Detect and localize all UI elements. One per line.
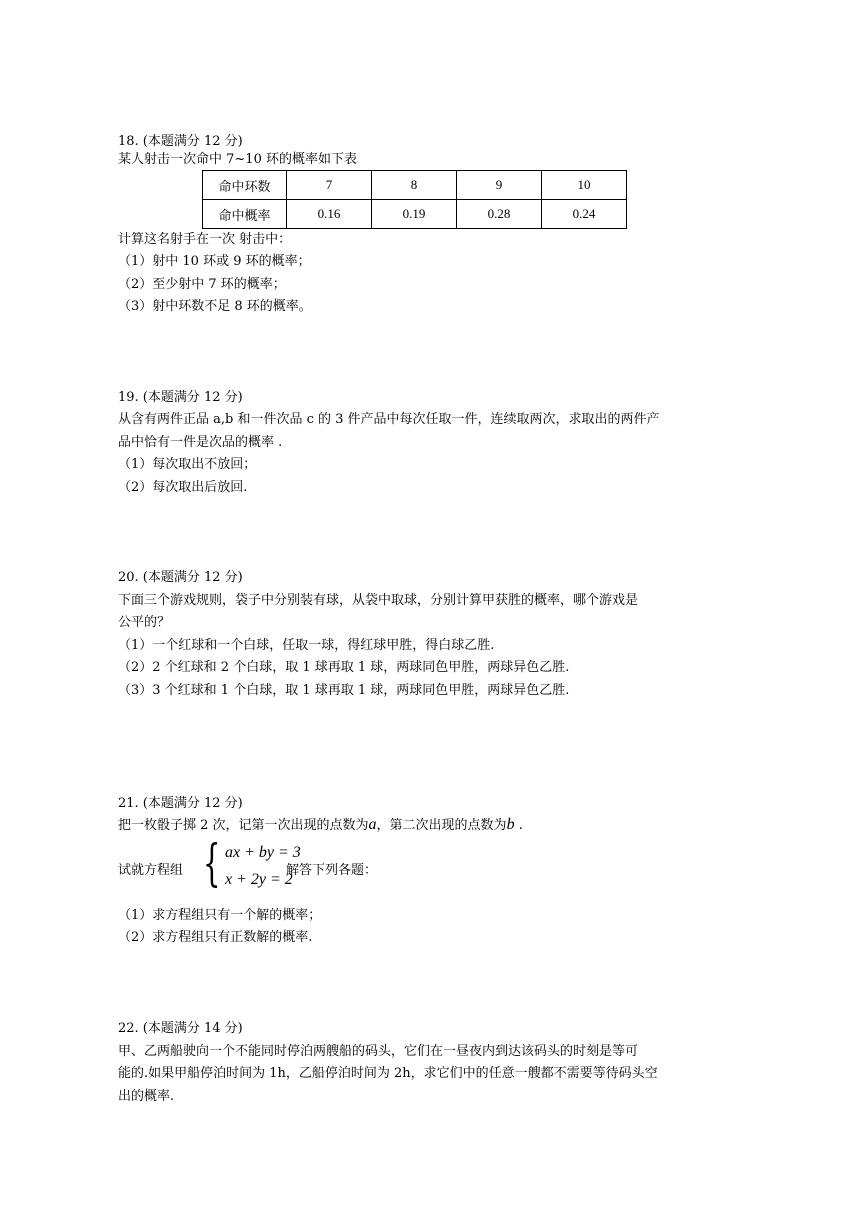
q18-prompt: 计算这名射手在一次 射击中： — [118, 232, 292, 247]
left-brace: { — [203, 834, 221, 892]
table-cell: 0.28 — [457, 200, 542, 229]
table-row — [203, 200, 627, 229]
var-b: b — [506, 816, 515, 833]
table-cell: 0.24 — [542, 200, 627, 229]
table-cell: 8 — [372, 171, 457, 200]
q18-header: 18. (本题满分 12 分) — [118, 134, 243, 149]
equation-2: x + 2y = 2 — [225, 871, 293, 888]
q20-header: 20. (本题满分 12 分) — [118, 570, 243, 585]
table-cell: 0.16 — [287, 200, 372, 229]
q21-header: 21. (本题满分 12 分) — [118, 796, 243, 811]
q18-intro: 某人射击一次命中 7~10 环的概率如下表 — [118, 152, 357, 167]
q21-item-1: （1）求方程组只有一个解的概率； — [118, 908, 322, 923]
equation-1: ax + by = 3 — [225, 844, 301, 861]
table-row — [203, 171, 627, 200]
var-a: a — [368, 816, 377, 833]
q22-text-1: 甲、乙两船驶向一个不能同时停泊两艘船的码头，它们在一昼夜内到达该码头的时刻是等可 — [118, 1044, 639, 1059]
table-cell: 0.19 — [372, 200, 457, 229]
table-cell: 9 — [457, 171, 542, 200]
q22-text-3: 出的概率. — [118, 1089, 175, 1104]
q21-text-end: . — [514, 818, 523, 833]
q22-header: 22. (本题满分 14 分) — [118, 1021, 243, 1036]
q20-item-2: （2）2 个红球和 2 个白球，取 1 球再取 1 球，两球同色甲胜，两球异色乙胜. — [118, 660, 570, 675]
q20-item-3: （3）3 个红球和 1 个白球，取 1 球再取 1 球，两球同色甲胜，两球异色乙胜. — [118, 683, 570, 698]
q18-item-2: （2）至少射中 7 环的概率； — [118, 277, 286, 292]
table-cell: 命中环数 — [203, 171, 287, 200]
table-cell: 7 — [287, 171, 372, 200]
table-cell: 命中概率 — [203, 200, 287, 229]
q19-text-1: 从含有两件正品 a,b 和一件次品 c 的 3 件产品中每次任取一件，连续取两次，求取出的两件产 — [118, 412, 660, 427]
q19-item-2: （2）每次取出后放回. — [118, 480, 248, 495]
q18-item-3: （3）射中环数不足 8 环的概率。 — [118, 299, 312, 314]
q21-text — [118, 816, 523, 835]
q21-text-b: ，第二次出现的点数为 — [376, 818, 507, 833]
table-cell: 10 — [542, 171, 627, 200]
q20-item-1: （1）一个红球和一个白球，任取一球，得红球甲胜，得白球乙胜. — [118, 638, 495, 653]
system-suffix: 解答下列各题： — [286, 863, 378, 878]
q19-text-2: 品中恰有一件是次品的概率 . — [118, 435, 283, 450]
q18-item-1: （1）射中 10 环或 9 环的概率； — [118, 254, 311, 269]
probability-table — [202, 170, 627, 229]
q21-text-a: 把一枚骰子掷 2 次，记第一次出现的点数为 — [118, 818, 369, 833]
q22-text-2: 能的.如果甲船停泊时间为 1h，乙船停泊时间为 2h，求它们中的任意一艘都不需要等待码头空 — [118, 1066, 658, 1081]
q21-item-2: （2）求方程组只有正数解的概率. — [118, 930, 313, 945]
q19-header: 19. (本题满分 12 分) — [118, 390, 243, 405]
q20-text-2: 公平的？ — [118, 615, 171, 630]
system-prefix: 试就方程组 — [118, 863, 184, 878]
q19-item-1: （1）每次取出不放回； — [118, 457, 257, 472]
q20-text-1: 下面三个游戏规则，袋子中分别装有球，从袋中取球，分别计算甲获胜的概率，哪个游戏是 — [118, 593, 639, 608]
